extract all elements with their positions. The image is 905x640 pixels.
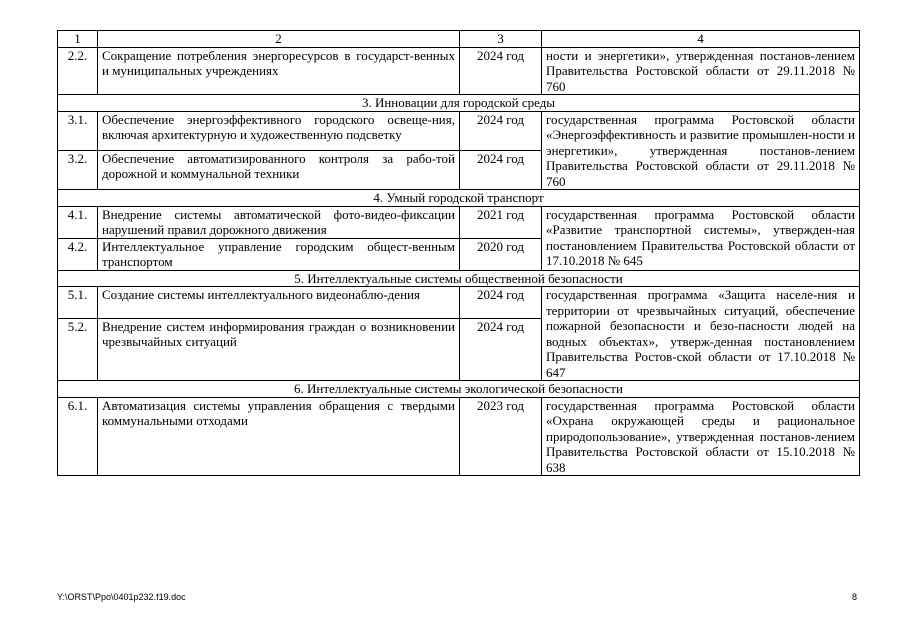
footer-file-path: Y:\ORST\Ppo\0401p232.f19.doc bbox=[57, 592, 186, 602]
program-cell: государственная программа Ростовской области «Охрана окружающей среды и рациональное природопользование», утвержденная постанов-лением Правительства Ростовской области от 15.10.2018 № 638 bbox=[542, 397, 860, 476]
measure-text: Внедрение систем информирования граждан о возникновении чрезвычайных ситуаций bbox=[98, 318, 460, 380]
footer-page-number: 8 bbox=[852, 592, 858, 602]
year-cell: 2023 год bbox=[460, 397, 542, 476]
measure-text: Создание системы интеллектуального видеонаблю-дения bbox=[98, 287, 460, 319]
year-cell: 2024 год bbox=[460, 111, 542, 150]
year-cell: 2024 год bbox=[460, 287, 542, 319]
header-row bbox=[58, 31, 860, 48]
year-cell: 2024 год bbox=[460, 318, 542, 380]
year-cell: 2020 год bbox=[460, 238, 542, 270]
section-row bbox=[58, 381, 860, 398]
program-cell: государственная программа «Защита населе-ния и территории от чрезвычайных ситуаций, обеспечение пожарной безопасности и безо-пасности людей на водных объектах», утверж-денная постановлением Правительства Ростов-ской области от 17.10.2018 № 647 bbox=[542, 287, 860, 381]
row-number: 2.2. bbox=[58, 47, 98, 95]
measure-text: Обеспечение автоматизированного контроля за рабо-той дорожной и коммунальной техники bbox=[98, 150, 460, 189]
header-col-3: 3 bbox=[460, 31, 542, 48]
year-cell: 2024 год bbox=[460, 150, 542, 189]
year-cell: 2021 год bbox=[460, 206, 542, 238]
row-number: 3.2. bbox=[58, 150, 98, 189]
section-title: 4. Умный городской транспорт bbox=[58, 190, 860, 207]
section-row bbox=[58, 95, 860, 112]
section-title: 3. Инновации для городской среды bbox=[58, 95, 860, 112]
measure-text: Автоматизация системы управления обращения с твердыми коммунальными отходами bbox=[98, 397, 460, 476]
row-number: 5.2. bbox=[58, 318, 98, 380]
table-row bbox=[58, 397, 860, 476]
measures-table bbox=[57, 30, 860, 476]
section-row bbox=[58, 190, 860, 207]
header-col-2: 2 bbox=[98, 31, 460, 48]
year-cell: 2024 год bbox=[460, 47, 542, 95]
row-number: 4.1. bbox=[58, 206, 98, 238]
table-row bbox=[58, 206, 860, 238]
row-number: 6.1. bbox=[58, 397, 98, 476]
table-row bbox=[58, 47, 860, 95]
row-number: 3.1. bbox=[58, 111, 98, 150]
header-col-1: 1 bbox=[58, 31, 98, 48]
section-title: 6. Интеллектуальные системы экологической безопасности bbox=[58, 381, 860, 398]
row-number: 4.2. bbox=[58, 238, 98, 270]
measure-text: Внедрение системы автоматической фото-видео-фиксации нарушений правил дорожного движения bbox=[98, 206, 460, 238]
table-row bbox=[58, 287, 860, 319]
measure-text: Обеспечение энергоэффективного городского освеще-ния, включая архитектурную и художественную подсветку bbox=[98, 111, 460, 150]
section-row bbox=[58, 270, 860, 287]
table-row bbox=[58, 111, 860, 150]
program-cell: ности и энергетики», утвержденная постанов-лением Правительства Ростовской области от 29.11.2018 № 760 bbox=[542, 47, 860, 95]
program-cell: государственная программа Ростовской области «Развитие транспортной системы», утвержден-ная постановлением Правительства Ростовской области от 17.10.2018 № 645 bbox=[542, 206, 860, 270]
program-cell: государственная программа Ростовской области «Энергоэффективность и развитие промышлен-ности и энергетики», утвержденная постанов-лением Правительства Ростовской области от 29.11.2018 № 760 bbox=[542, 111, 860, 190]
measure-text: Сокращение потребления энергоресурсов в государст-венных и муниципальных учреждениях bbox=[98, 47, 460, 95]
section-title: 5. Интеллектуальные системы общественной безопасности bbox=[58, 270, 860, 287]
measure-text: Интеллектуальное управление городским общест-венным транспортом bbox=[98, 238, 460, 270]
header-col-4: 4 bbox=[542, 31, 860, 48]
row-number: 5.1. bbox=[58, 287, 98, 319]
